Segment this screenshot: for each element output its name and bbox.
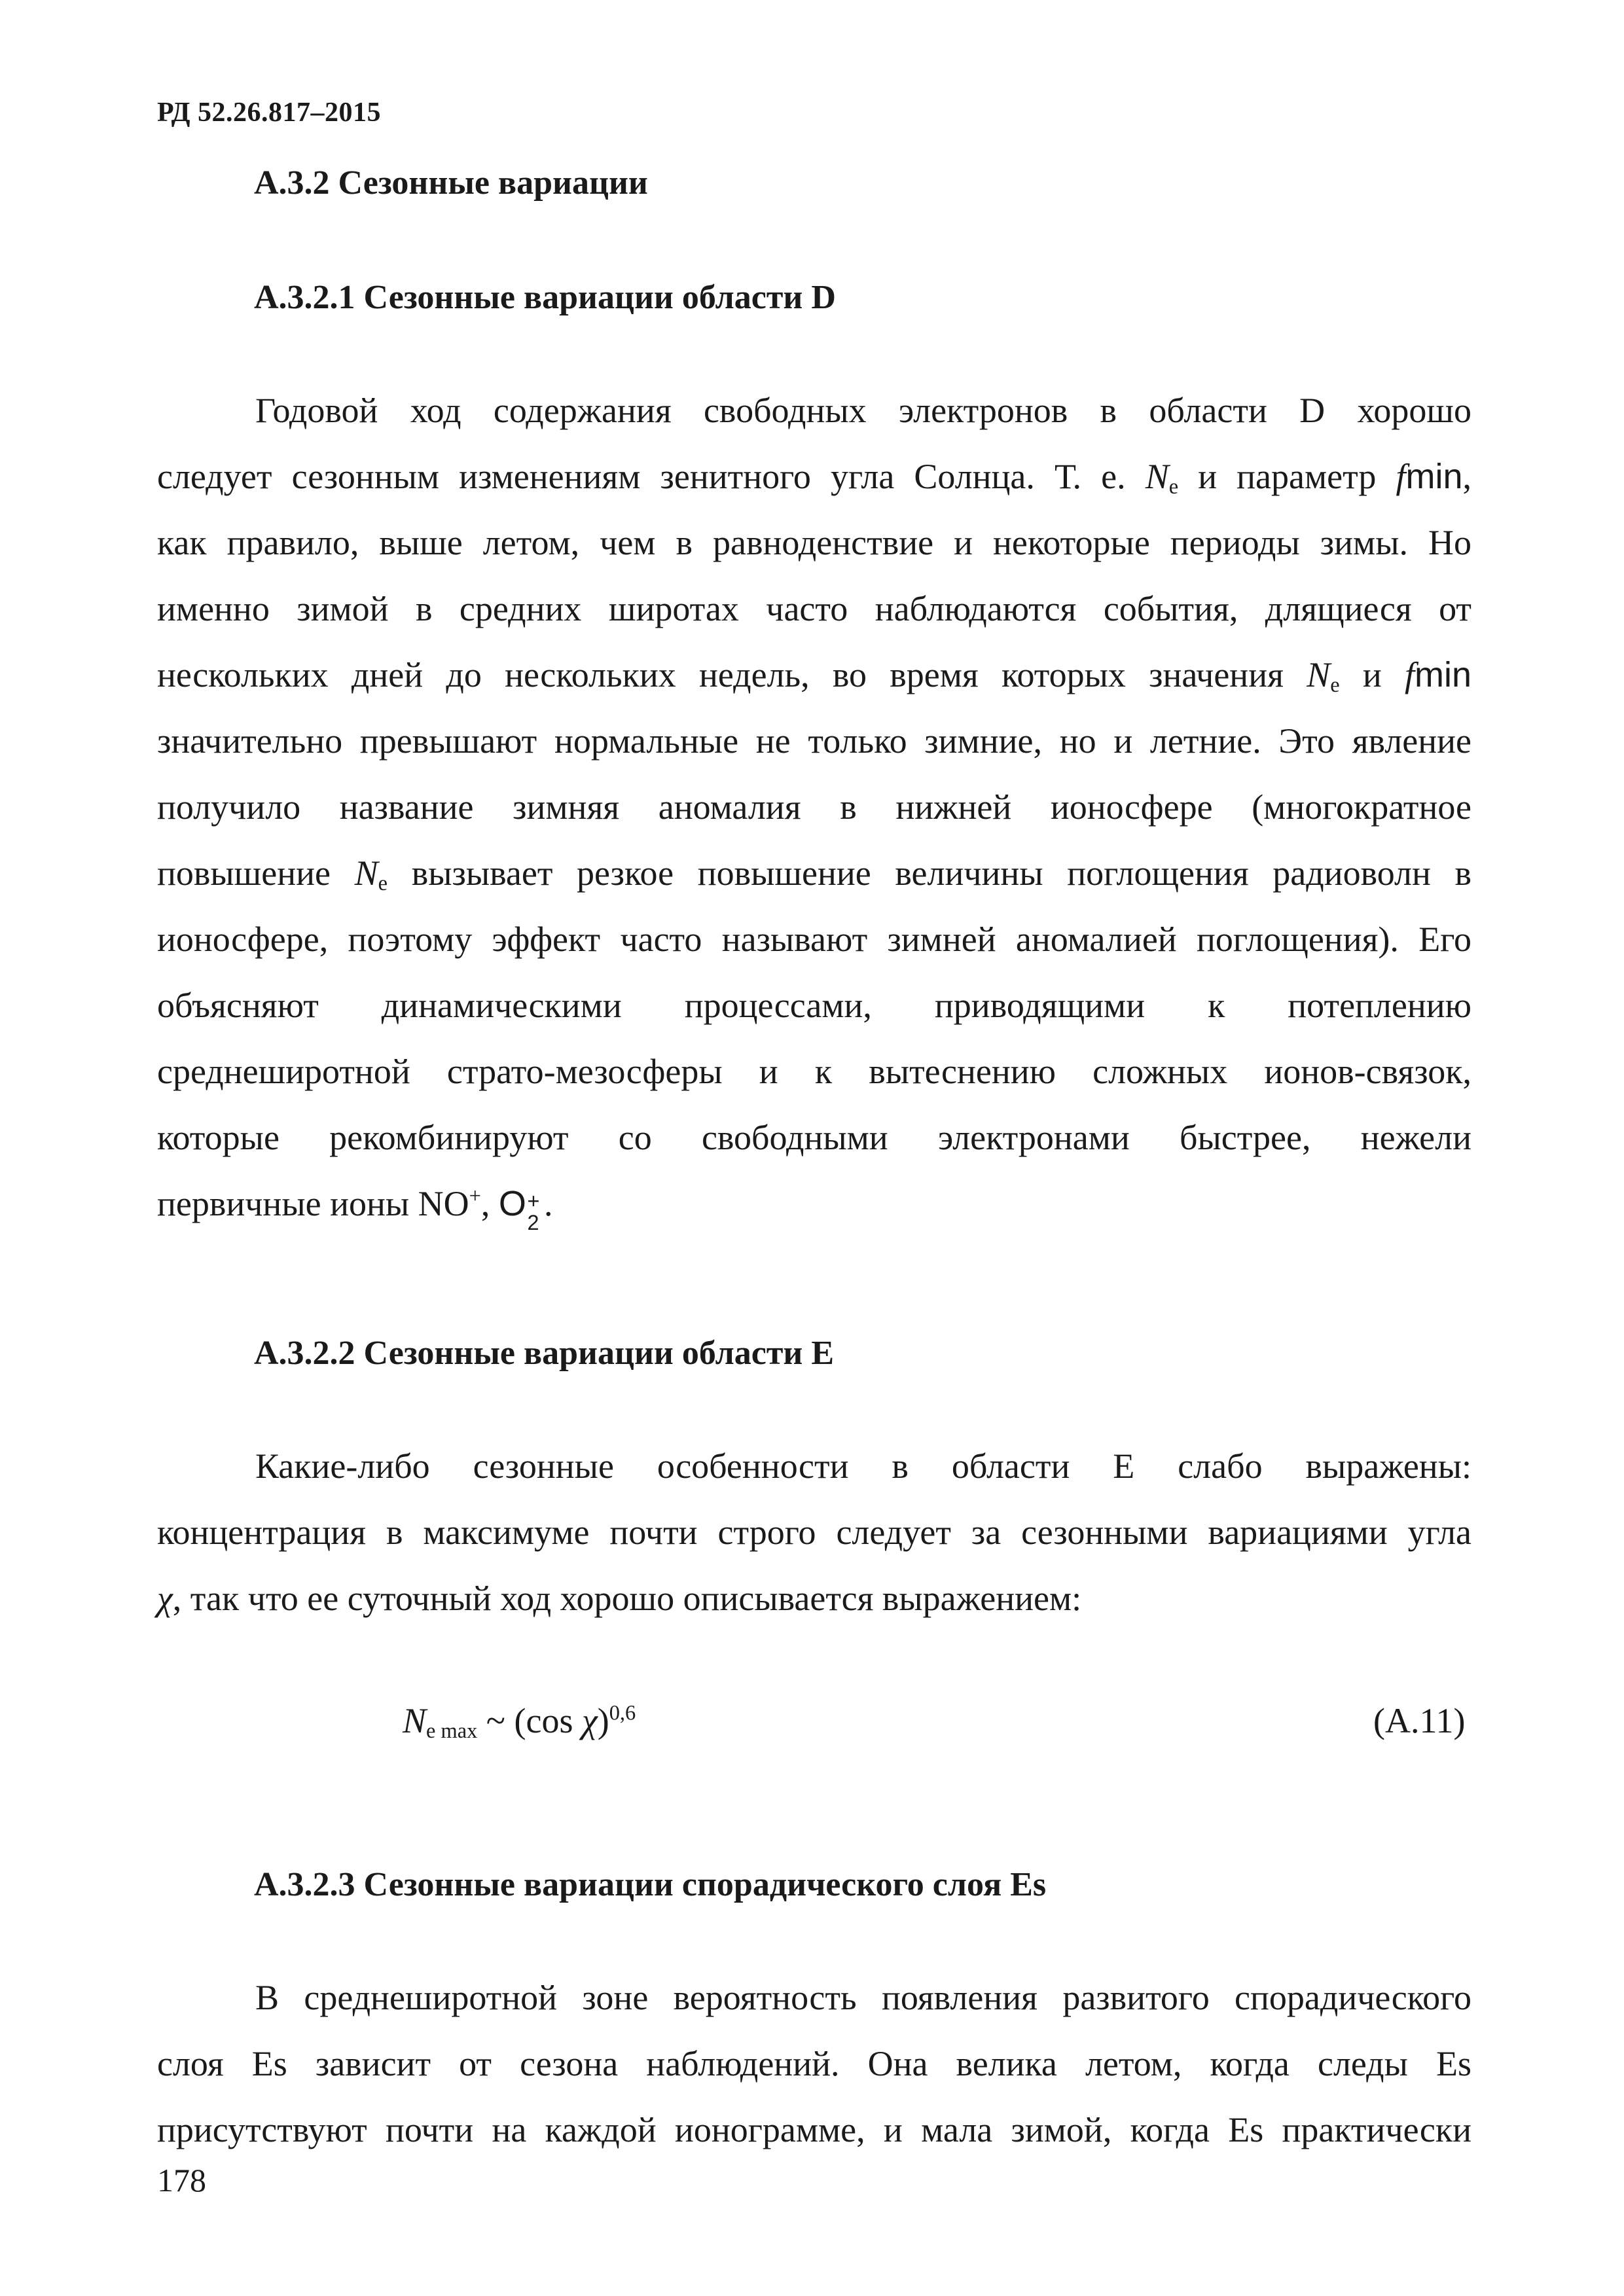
text-line: которые рекомбинируют со свободными электронами быстрее, нежели <box>157 1118 1471 1157</box>
page-number: 178 <box>157 2162 206 2198</box>
text-line: объясняют динамическими процессами, приводящими к потеплению <box>157 986 1471 1025</box>
text-line: нескольких дней до нескольких недель, во время которых значения $N_e$ и fmin <box>157 655 1471 698</box>
text-line: В среднеширотной зоне вероятность появления развитого спорадического <box>255 1978 1471 2017</box>
text-line: ионосфере, поэтому эффект часто называют зимней аномалией поглощения). Его <box>157 920 1471 959</box>
text-line: концентрация в максимуме почти строго следует за сезонными вариациями угла <box>157 1513 1471 1552</box>
section-heading-a321: А.3.2.1 Сезонные вариации области D <box>254 279 836 316</box>
formula-a11: $N_{e max}$ ~ (cos χ)$^{0,6}$ <box>403 1701 636 1744</box>
text-line: Годовой ход содержания свободных электронов в области D хорошо <box>255 391 1471 430</box>
document-code: РД 52.26.817–2015 <box>157 98 382 128</box>
text-line: среднеширотной страто-мезосферы и к вытеснению сложных ионов-связок, <box>157 1052 1471 1091</box>
text-line: присутствуют почти на каждой ионограмме, и мала зимой, когда Es практически <box>157 2110 1471 2149</box>
text-line: повышение $N_e$ вызывает резкое повышение величины поглощения радиоволн в <box>157 853 1472 896</box>
section-heading-a32: А.3.2 Сезонные вариации <box>254 164 648 202</box>
text-line: χ, так что ее суточный ход хорошо описывается выражением: <box>157 1579 1082 1618</box>
text-line: получило название зимняя аномалия в нижней ионосфере (многократное <box>157 787 1471 827</box>
text-line: следует сезонным изменениям зенитного угла Солнца. Т. е. $N_e$ и параметр fmin, <box>157 457 1472 499</box>
text-line: именно зимой в средних широтах часто наблюдаются события, длящиеся от <box>157 589 1471 628</box>
paragraph-a321 <box>157 378 1471 1237</box>
paragraph-a322 <box>157 1433 1471 1632</box>
o2-ion: O + 2 <box>498 1184 540 1234</box>
section-heading-a322: А.3.2.2 Сезонные вариации области E <box>254 1335 835 1372</box>
paragraph-a323 <box>157 1965 1471 2163</box>
text-line: как правило, выше летом, чем в равноденствие и некоторые периоды зимы. Но <box>157 523 1471 562</box>
text-line: значительно превышают нормальные не только зимние, но и летние. Это явление <box>157 721 1471 761</box>
section-heading-a323: А.3.2.3 Сезонные вариации спорадического слоя Es <box>254 1866 1047 1903</box>
text-line: слоя Es зависит от сезона наблюдений. Она велика летом, когда следы Es <box>157 2044 1471 2083</box>
text-line: Какие-либо сезонные особенности в области E слабо выражены: <box>255 1446 1471 1486</box>
formula-number: (А.11) <box>1373 1701 1466 1740</box>
text-line: первичные ионы NO+, O + 2 . <box>157 1184 553 1234</box>
